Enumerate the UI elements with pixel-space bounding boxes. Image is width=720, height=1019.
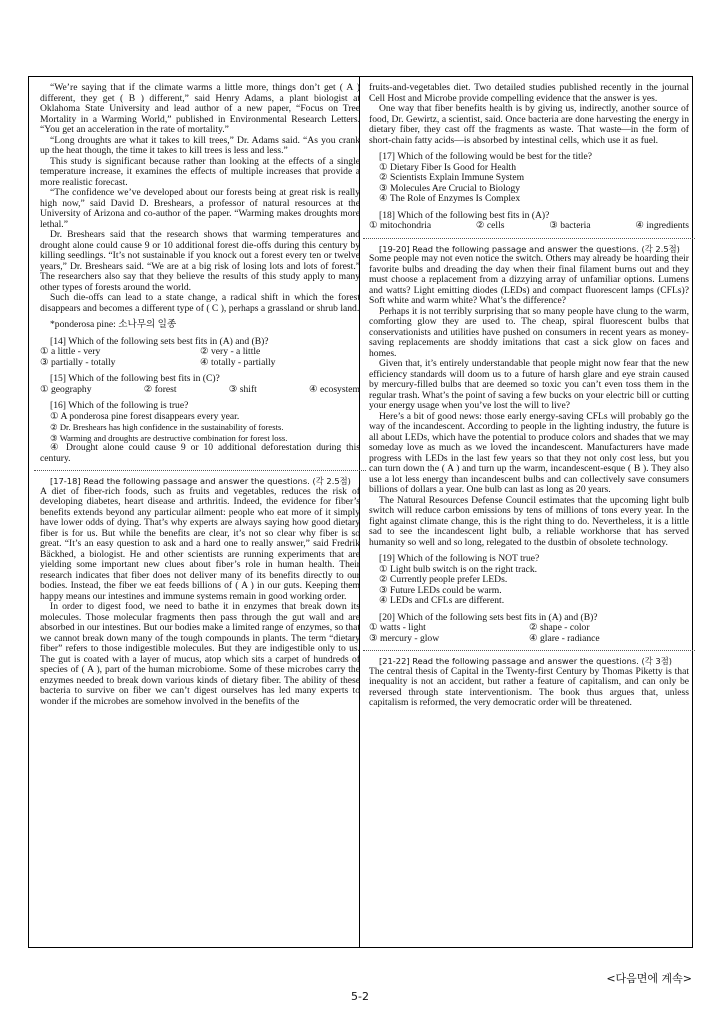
passage-paragraph: Here’s a bit of good news: those early energy-saving CFLs will probably go the way of the incandescent. According to people in the lighting industry, the future is all about LEDs, which have the potential to produce colors and shades that we may someday love as much as we loved the incandescent. Manufacturers have made progress with LEDs in the last few years so that they not only cost less, but you can turn down the ( A ) and turn up the warm, incandescent-esque ( B ). They also use a lot less energy than incandescent bulbs and can collectively save consumers billions of dollars a year. One bulb can last as long as 20 years.	[369, 410, 689, 495]
question-14: [14] Which of the following sets best fits in (A) and (B)?	[50, 335, 269, 347]
question-19: [19] Which of the following is NOT true?	[379, 553, 540, 564]
question-16: [16] Which of the following is true?	[50, 400, 189, 411]
option[interactable]: ④ ecosystem	[309, 383, 360, 395]
passage-paragraph: Some people may not even notice the switch. Others may already be hoarding their favorite bulbs and dreading the day when their final filament burns out and they must choose a replacement from a dizzying array of unfamiliar options. Lumens and watts? Light emitting diodes (LEDs) and compact fluorescent lamps (CFLs)? Soft white and warm white? What’s the difference?	[369, 253, 689, 306]
option[interactable]: ② shape - color	[529, 622, 590, 633]
question-20-options	[369, 623, 689, 634]
question-20: [20] Which of the following sets best fits in (A) and (B)?	[379, 611, 598, 623]
option[interactable]: ③ shift	[228, 383, 257, 395]
option[interactable]: ④ totally - partially	[200, 356, 276, 368]
section-separator	[363, 238, 695, 239]
section-separator	[34, 470, 366, 471]
passage-paragraph: Given that, it’s entirely understandable that people might now fear that the new efficiency standards will doom us to a future of harsh glare and eye strain caused by mercury-filled bulbs that are deemed so toxic you can’t even toss them in the regular trash. What’s the point of saving a few bucks on your electric bill or cutting your energy usage when you’ve lost the will to live?	[369, 358, 689, 411]
continued-note: <다음면에 계속>	[606, 972, 692, 985]
option[interactable]: ③ Warming and droughts are destructive combination for forest loss.	[50, 432, 288, 443]
passage-paragraph: A diet of fiber-rich foods, such as fruits and vegetables, reduces the risk of developing diabetes, heart disease and arthritis. Indeed, the evidence for fiber’s benefits extends beyond any particular ailment: people who eat more of it simply have lower odds of dying. That’s why experts are always saying how good dietary fiber is for us. But while the benefits are clear, it’s not so clear why fiber is so great. “It’s an easy question to ask and a hard one to really answer,” said Fredrik Bäckhed, a biologist. He and other scientists are running experiments that are yielding some important new clues about fiber’s role in human health. Their research indicates that fiber does not deliver many of its benefits directly to our bodies. Instead, the fiber we eat feeds billions of ( A ) in our guts. Keeping them happy means our intestines and immune systems remain in good working order.	[40, 485, 360, 602]
passage-paragraph: One way that fiber benefits health is by giving us, indirectly, another source of food, Dr. Gewirtz, a scientist, said. Once bacteria are done harvesting the energy in dietary fiber, they cast off the fragments as waste. That waste—in the form of short-chain fatty acids—is absorbed by intestinal cells, which use it as fuel.	[369, 103, 689, 146]
option[interactable]: ③ partially - totally	[40, 356, 116, 368]
question-15-options	[40, 385, 360, 396]
option[interactable]: ③ mercury - glow	[369, 632, 440, 644]
question-18: [18] Which of the following best fits in (A)?	[379, 209, 550, 221]
passage-paragraph: Perhaps it is not terribly surprising that so many people have clung to the warm, comforting glow they are used to. The cheap, spiral fluorescent bulbs that conservationists and utilities have pushed on consumers in recent years as money-saving replacements are shoddy imitations that cast a sick glow on faces and homes.	[369, 305, 689, 359]
option[interactable]: ② Currently people prefer LEDs.	[379, 574, 508, 585]
option[interactable]: ① mitochondria	[369, 220, 432, 231]
right-column	[369, 83, 689, 709]
section-header: [17-18] Read the following passage and answer the questions. (각 2.5점)	[50, 476, 351, 486]
section-header: [21-22] Read the following passage and answer the questions. (각 3점)	[379, 656, 672, 666]
section-separator	[363, 650, 695, 651]
footnote: *ponderosa pine: 소나무의 일종	[50, 319, 177, 330]
passage-paragraph: Dr. Breshears said that the research shows that warming temperatures and drought alone could cause 9 or 10 additional forest die-offs during this century by killing seedlings. “It’s not sustainable if you knock out a forest every ten or twelve years,” Dr. Breshears said. “We are at a big risk of losing lots and lots of forest.” The researchers also say that they believe the results of this study apply to many other types of forests around the world.	[40, 229, 360, 293]
passage-paragraph: The Natural Resources Defense Council estimates that the upcoming light bulb switch will reduce carbon emissions by tens of millions of tons every year. In the fight against climate change, this is the right thing to do. Nevertheless, it is a little sad to see the incandescent light bulb, a reliable workhorse that has served humanity so well and so long, relegated to the dustbin of obsolete technology.	[369, 494, 689, 548]
option[interactable]: ④ LEDs and CFLs are different.	[379, 595, 505, 606]
passage-paragraph: The central thesis of Capital in the Twenty-first Century by Thomas Piketty is that inequality is not an accident, but rather a feature of capitalism, and can only be reversed through state interventionism. The book thus argues that, unless capitalism is reformed, the very democratic order will be threatened.	[369, 665, 689, 708]
option[interactable]: ④ Drought alone could cause 9 or 10 additional deforestation during this century.	[40, 442, 360, 464]
option[interactable]: ② Dr. Breshears has high confidence in the sustainability of forests.	[50, 422, 284, 432]
option[interactable]: ① A ponderosa pine forest disappears every year.	[50, 410, 240, 422]
option[interactable]: ① watts - light	[369, 622, 426, 633]
question-17: [17] Which of the following would be best for the title?	[379, 151, 592, 162]
passage-paragraph: fruits-and-vegetables diet. Two detailed studies published recently in the journal Cell Host and Microbe provide compelling evidence that the answer is yes.	[369, 82, 689, 104]
passage-paragraph: “Long droughts are what it takes to kill trees,” Dr. Adams said. “As you crank up the heat though, the time it takes to kill trees is less and less.”	[40, 134, 360, 156]
option[interactable]: ① geography	[40, 383, 92, 395]
option[interactable]: ③ Molecules Are Crucial to Biology	[379, 182, 521, 194]
option[interactable]: ① a little - very	[40, 346, 101, 357]
option[interactable]: ③ bacteria	[549, 220, 591, 231]
option[interactable]: ① Dietary Fiber Is Good for Health	[379, 161, 517, 173]
left-column	[40, 83, 360, 707]
option[interactable]: ④ ingredients	[635, 220, 689, 231]
passage-paragraph: This study is significant because rather than looking at the effects of a single temperature increase, it examines the effects of multiple increases that provide a more realistic forecast.	[40, 155, 360, 188]
option[interactable]: ② very - a little	[200, 346, 261, 357]
option[interactable]: ① Light bulb switch is on the right track.	[379, 563, 538, 575]
option[interactable]: ② cells	[475, 220, 505, 231]
page-number: 5-2	[351, 990, 369, 1003]
passage-paragraph: “We’re saying that if the climate warms a little more, things don’t get ( A ) different, they get ( B ) different,” said Henry Adams, a plant biologist at Oklahoma State University and lead author of a new paper, “Focus on Tree Mortality in a Warming World,” published in Environmental Research Letters. “You get an acceleration in the rate of mortality.”	[40, 82, 360, 135]
question-18-options	[369, 221, 689, 232]
option[interactable]: ③ Future LEDs could be warm.	[379, 584, 502, 596]
option[interactable]: ④ The Role of Enzymes Is Complex	[379, 193, 521, 204]
passage-paragraph: “The confidence we’ve developed about our forests being at great risk is really high now,” said David D. Breshears, a professor of natural resources at the University of Arizona and co-author of the paper. “Warming makes droughts more lethal.”	[40, 187, 360, 230]
question-15: [15] Which of the following best fits in (C)?	[50, 373, 220, 384]
question-14-options	[40, 347, 360, 358]
passage-paragraph: In order to digest food, we need to bathe it in enzymes that break down its molecules. Those molecular fragments then pass through the gut wall and are absorbed in our intestines. But our bodies make a limited range of enzymes, so that we cannot break down many of the tough compounds in plants. The term “dietary fiber” refers to those indigestible molecules. But they are indigestible only to us. The gut is coated with a layer of mucus, atop which sits a carpet of hundreds of species of ( A ), part of the human microbiome. Some of these microbes carry the enzymes needed to break down various kinds of dietary fiber. The ability of these bacteria to survive on fiber we can’t digest ourselves has led many experts to wonder if the microbes are somehow involved in the benefits of the	[40, 601, 360, 707]
passage-paragraph: Such die-offs can lead to a state change, a radical shift in which the forest disappears and becomes a different type of ( C ), perhaps a grassland or shrub land.	[40, 292, 360, 314]
section-header: [19-20] Read the following passage and answer the questions. (각 2.5점)	[379, 243, 680, 254]
option[interactable]: ② forest	[143, 383, 177, 395]
option[interactable]: ② Scientists Explain Immune System	[379, 172, 525, 183]
option[interactable]: ④ glare - radiance	[529, 632, 600, 644]
